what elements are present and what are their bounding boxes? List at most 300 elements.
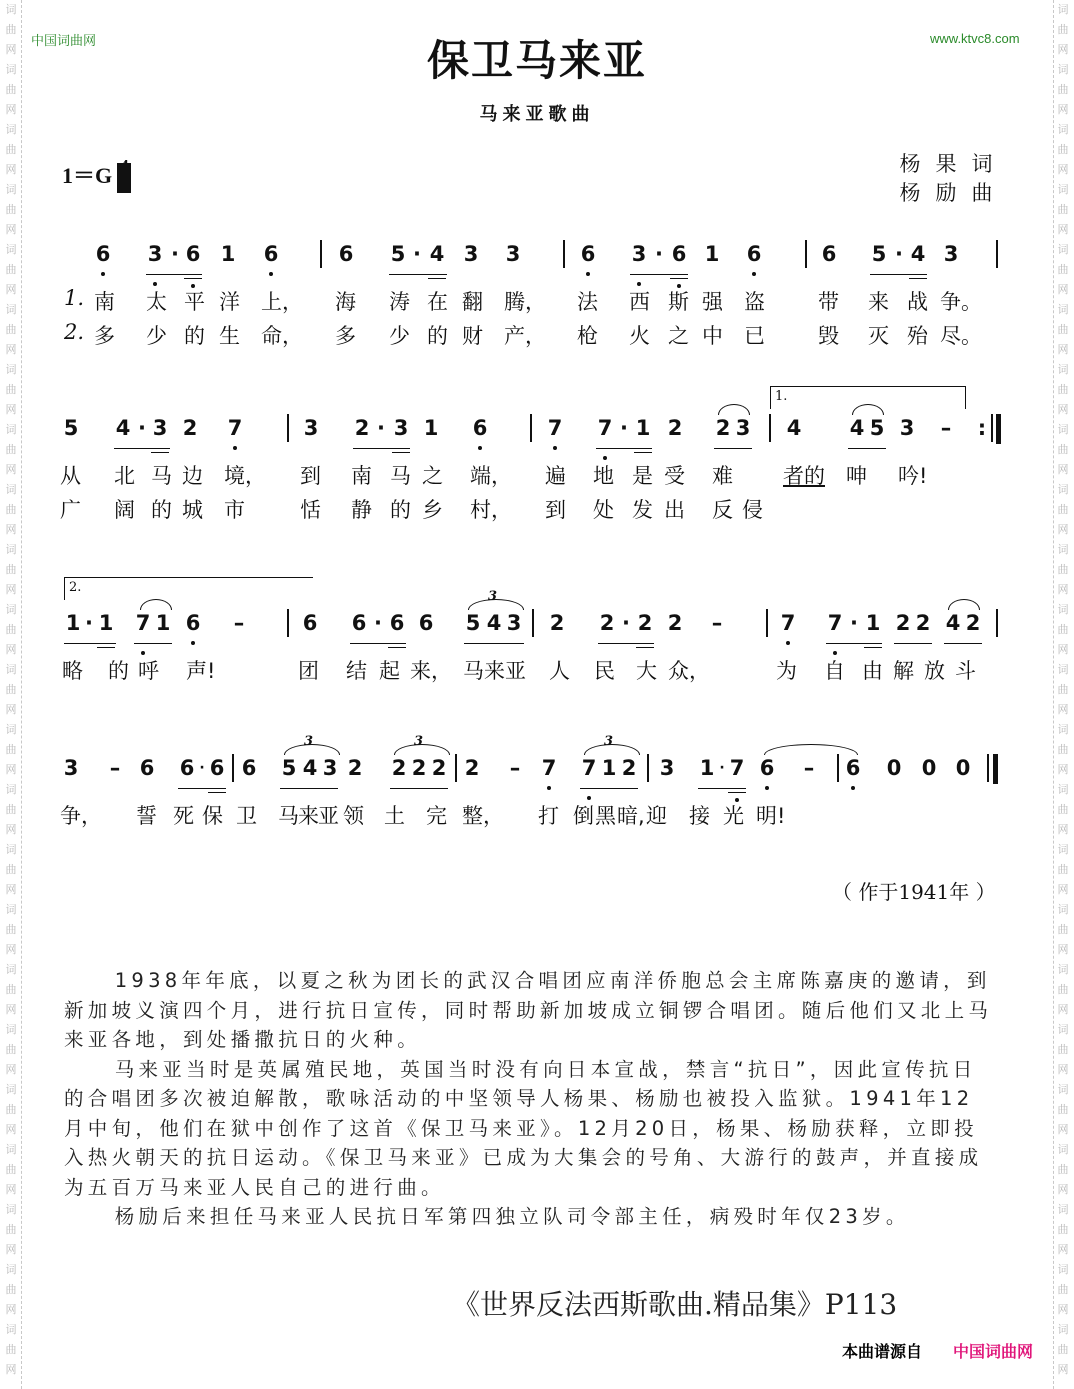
lyric: 光 — [723, 804, 744, 828]
watermark-group — [6, 480, 17, 540]
underline — [944, 643, 982, 644]
lyric: 处 — [593, 498, 614, 522]
watermark-char: 网 — [1057, 1303, 1069, 1316]
lyric: 从 — [60, 464, 81, 488]
lyric: 的 — [184, 324, 205, 348]
key-text: 1＝G — [62, 162, 113, 188]
watermark-char: 网 — [5, 1063, 17, 1076]
lyric: 殆 — [907, 324, 928, 348]
low-octave-dot — [233, 446, 237, 450]
watermark-char: 曲 — [5, 503, 17, 516]
source-label: 本曲谱源自 — [842, 1342, 923, 1361]
watermark-group — [1058, 1140, 1069, 1200]
barline — [987, 754, 989, 782]
note: 5 — [871, 242, 887, 266]
watermark-group — [6, 840, 17, 900]
dash: – — [109, 756, 121, 780]
lyric: 出 — [664, 498, 685, 522]
note: 3 — [303, 416, 319, 440]
lyric: 太 — [146, 290, 167, 314]
lyric: 西 — [629, 290, 650, 314]
verse-number: 2. — [64, 320, 85, 344]
note: 7 — [581, 756, 597, 780]
underline — [151, 452, 169, 453]
dot: · — [850, 611, 858, 635]
watermark-group — [1058, 540, 1069, 600]
watermark-char: 网 — [1057, 523, 1069, 536]
lyric: 民 — [594, 659, 615, 683]
note: 5 — [63, 416, 79, 440]
lyric: 命， — [261, 324, 303, 348]
watermark-char: 曲 — [5, 923, 17, 936]
barline — [647, 754, 649, 782]
barline — [530, 414, 532, 442]
watermark-char: 曲 — [5, 23, 17, 36]
note: 6 — [95, 242, 111, 266]
note: 2 — [431, 756, 447, 780]
note: 6 — [746, 242, 762, 266]
lyric: 的 — [427, 324, 448, 348]
story-paragraph: 马来亚当时是英属殖民地，英国当时没有向日本宣战，禁言“抗日”，因此宣传抗日的合唱团多次被迫解散，歌咏活动的中坚领导人杨果、杨励也被投入监狱。1941年12月中旬，他们在狱中创作了这首《保卫马来亚》。12月20日，杨果、杨励获释，立即投入热火朝天的抗日运动。《保卫马来亚》已成为大集会的号角、大游行的鼓声，并直接成为五百万马来亚人民自己的进行曲。 — [64, 1057, 983, 1199]
watermark-char: 曲 — [1057, 263, 1069, 276]
barline — [769, 414, 771, 442]
note: 3 — [147, 242, 163, 266]
note: 3 — [393, 416, 409, 440]
watermark-char: 网 — [1057, 883, 1069, 896]
watermark-group — [1058, 180, 1069, 240]
watermark-char: 词 — [1057, 1203, 1069, 1216]
dot: · — [377, 416, 385, 440]
watermark-char: 曲 — [5, 563, 17, 576]
story-paragraph: 1938年年底，以夏之秋为团长的武汉合唱团应南洋侨胞总会主席陈嘉庚的邀请，到新加坡义演四个月，进行抗日宣传，同时帮助新加坡成立铜锣合唱团。随后他们又北上马来亚各地，到处播撒抗日的火种。 — [64, 969, 993, 1051]
note: 5 — [869, 416, 885, 440]
note: 2 — [667, 416, 683, 440]
watermark-char: 曲 — [5, 1343, 17, 1356]
lyric: 火 — [629, 324, 650, 348]
barline — [287, 609, 289, 637]
watermark-group — [6, 120, 17, 180]
story-paragraph: 杨励后来担任马来亚人民抗日军第四独立队司令部主任，病殁时年仅23岁。 — [114, 1205, 910, 1228]
lyric: 之 — [422, 464, 443, 488]
lyric: 中 — [702, 324, 723, 348]
watermark-char: 网 — [5, 343, 17, 356]
underline — [630, 274, 688, 275]
note: 3 — [943, 242, 959, 266]
lyric: 已 — [744, 324, 765, 348]
dash: – — [509, 756, 521, 780]
lyric: 争。 — [940, 290, 982, 314]
underline — [596, 448, 652, 449]
watermark-group — [6, 900, 17, 960]
note: 2 — [411, 756, 427, 780]
watermark-char: 网 — [1057, 643, 1069, 656]
score-line-1 — [58, 236, 1008, 354]
lyric: 侵 — [742, 498, 763, 522]
lyric: 自 — [824, 659, 845, 683]
source-site-link[interactable]: 中国词曲网 — [953, 1342, 1034, 1361]
watermark-char: 词 — [1057, 723, 1069, 736]
low-octave-dot — [786, 641, 790, 645]
watermark-char: 曲 — [5, 143, 17, 156]
lyricist-credit — [892, 150, 1000, 179]
watermark-char: 网 — [1057, 223, 1069, 236]
watermark-group — [1058, 1320, 1069, 1380]
watermark-char: 曲 — [1057, 1103, 1069, 1116]
underline — [389, 274, 447, 275]
low-octave-dot — [553, 446, 557, 450]
notes-row — [58, 236, 1008, 276]
lyric: 保 — [202, 804, 223, 828]
watermark-char: 网 — [1057, 763, 1069, 776]
song-title: 保卫马来亚 — [426, 36, 647, 85]
lyric: 南 — [94, 290, 115, 314]
dot: · — [895, 242, 903, 266]
underline — [636, 647, 654, 648]
time-sig-bar — [117, 163, 131, 193]
lyric: 恬 — [300, 498, 321, 522]
watermark-char: 词 — [1057, 423, 1069, 436]
lyric: 在 — [427, 290, 448, 314]
watermark-char: 网 — [1057, 343, 1069, 356]
watermark-char: 网 — [1057, 1123, 1069, 1136]
watermark-group — [1058, 960, 1069, 1020]
low-octave-dot — [101, 272, 105, 276]
watermark-char: 词 — [1057, 3, 1069, 16]
underline — [714, 448, 752, 449]
watermark-char: 网 — [5, 643, 17, 656]
watermark-char: 词 — [5, 963, 17, 976]
watermark-group — [6, 1080, 17, 1140]
underline — [388, 647, 406, 648]
lyric: 起 — [379, 659, 400, 683]
underline — [390, 788, 448, 789]
book-reference: 《世界反法西斯歌曲.精品集》P113 — [452, 1288, 898, 1321]
site-url-link[interactable]: www.ktvc8.com — [930, 31, 1020, 46]
lyric: 解 — [893, 659, 914, 683]
watermark-char: 曲 — [5, 1223, 17, 1236]
lyric: 的 — [151, 498, 172, 522]
watermark-char: 网 — [1057, 103, 1069, 116]
lyric: 平 — [184, 290, 205, 314]
barline — [766, 609, 768, 637]
watermark-char: 网 — [5, 223, 17, 236]
watermark-char: 网 — [1057, 1183, 1069, 1196]
note: 2 — [182, 416, 198, 440]
watermark-group — [6, 1260, 17, 1320]
note: 4 — [849, 416, 865, 440]
lyric: 吟! — [898, 464, 928, 488]
watermark-char: 词 — [1057, 363, 1069, 376]
composer-role: 曲 — [971, 181, 993, 205]
note: 1 — [635, 416, 651, 440]
low-octave-dot — [586, 272, 590, 276]
lyric: 受 — [664, 464, 685, 488]
watermark-char: 网 — [5, 463, 17, 476]
watermark-char: 曲 — [1057, 83, 1069, 96]
lyric: 强 — [702, 290, 723, 314]
watermark-group — [1058, 420, 1069, 480]
lyric: 的 — [108, 659, 129, 683]
dot: · — [374, 611, 382, 635]
right-watermark-strip — [1052, 0, 1074, 1389]
watermark-char: 曲 — [5, 443, 17, 456]
watermark-char: 词 — [1057, 243, 1069, 256]
watermark-char: 网 — [5, 763, 17, 776]
note: 6 — [185, 242, 201, 266]
watermark-char: 词 — [5, 243, 17, 256]
composition-year-note: （ 作于1941年 ） — [832, 880, 996, 904]
lyric: 结 — [346, 659, 367, 683]
lyric: 战 — [907, 290, 928, 314]
lyric: 村， — [470, 498, 512, 522]
lyrics-verse-1 — [58, 800, 1008, 834]
low-octave-dot — [765, 786, 769, 790]
watermark-char: 词 — [1057, 783, 1069, 796]
note: 3 — [631, 242, 647, 266]
underline — [146, 274, 202, 275]
key-signature — [62, 158, 129, 190]
watermark-group — [6, 1140, 17, 1200]
lyric: 声! — [186, 659, 216, 683]
score-line-2 — [58, 389, 1008, 528]
barline — [837, 754, 839, 782]
watermark-char: 曲 — [5, 383, 17, 396]
watermark-group — [1058, 300, 1069, 360]
underline — [728, 792, 746, 793]
note: 2 — [965, 611, 981, 635]
note: 1 — [699, 756, 715, 780]
watermark-char: 词 — [5, 303, 17, 316]
watermark-group — [1058, 1200, 1069, 1260]
lyric: 誓 — [136, 804, 157, 828]
note: 6 — [139, 756, 155, 780]
lyric: 打 — [538, 804, 559, 828]
note: 3 — [659, 756, 675, 780]
watermark-char: 曲 — [1057, 623, 1069, 636]
note: 2 — [391, 756, 407, 780]
dot: · — [171, 242, 179, 266]
underline — [178, 788, 226, 789]
lyrics-verse-2 — [58, 320, 1008, 354]
lyric: 静 — [351, 498, 372, 522]
lyrics-verse-2 — [58, 494, 1008, 528]
note: 6 — [389, 611, 405, 635]
watermark-char: 网 — [5, 1303, 17, 1316]
lyric: 争， — [60, 804, 102, 828]
watermark-group — [6, 360, 17, 420]
triplet-marker: 3 — [488, 589, 498, 604]
watermark-group — [6, 960, 17, 1020]
note: 7 — [827, 611, 843, 635]
note: 2 — [637, 611, 653, 635]
lyric: 翻 — [462, 290, 483, 314]
note: 5 — [281, 756, 297, 780]
watermark-char: 曲 — [5, 1103, 17, 1116]
lyric: 遍 — [545, 464, 566, 488]
lyric: 到 — [545, 498, 566, 522]
rest: 0 — [955, 756, 971, 780]
watermark-char: 词 — [5, 423, 17, 436]
song-subtitle: 马来亚歌曲 — [479, 104, 595, 125]
note: 6 — [302, 611, 318, 635]
watermark-char: 网 — [1057, 583, 1069, 596]
watermark-char: 网 — [1057, 283, 1069, 296]
lyric: 反 — [712, 498, 733, 522]
watermark-group — [1058, 1260, 1069, 1320]
dot: · — [199, 760, 205, 776]
note: 7 — [597, 416, 613, 440]
verse-number: 1. — [64, 286, 85, 310]
note: 7 — [227, 416, 243, 440]
note: 4 — [486, 611, 502, 635]
notes-row — [58, 734, 1008, 790]
lyric: 来 — [868, 290, 889, 314]
lyric: 枪 — [577, 324, 598, 348]
dash: – — [940, 416, 952, 440]
watermark-char: 词 — [1057, 303, 1069, 316]
watermark-char: 网 — [1057, 823, 1069, 836]
watermark-char: 曲 — [1057, 683, 1069, 696]
underline — [428, 278, 446, 279]
low-octave-dot — [478, 446, 482, 450]
lyric: 呻 — [846, 464, 867, 488]
watermark-char: 网 — [1057, 43, 1069, 56]
watermark-char: 网 — [1057, 1363, 1069, 1376]
dot: · — [655, 242, 663, 266]
watermark-char: 曲 — [1057, 983, 1069, 996]
underline — [353, 448, 410, 449]
lyric: 市 — [224, 498, 245, 522]
note: 2 — [347, 756, 363, 780]
watermark-char: 词 — [1057, 843, 1069, 856]
watermark-char: 网 — [5, 703, 17, 716]
lyrics-verse-1 — [58, 655, 1008, 689]
watermark-group — [6, 1320, 17, 1380]
low-octave-dot — [547, 786, 551, 790]
note: 6 — [671, 242, 687, 266]
underline — [392, 452, 410, 453]
note: 4 — [945, 611, 961, 635]
watermark-char: 网 — [5, 1243, 17, 1256]
lyric: 放 — [924, 659, 945, 683]
lyric: 完 — [426, 804, 447, 828]
composer-credit — [892, 179, 1000, 208]
underline — [134, 643, 172, 644]
triplet-marker: 3 — [414, 734, 424, 749]
lyric: 黑 — [595, 804, 616, 828]
lyric: 广 — [60, 498, 81, 522]
lyric: 带 — [818, 290, 839, 314]
dash: – — [803, 756, 815, 780]
watermark-char: 网 — [5, 1123, 17, 1136]
watermark-group — [6, 780, 17, 840]
watermark-group — [6, 300, 17, 360]
watermark-char: 曲 — [5, 803, 17, 816]
underline — [580, 788, 638, 789]
lyric: 端， — [470, 464, 512, 488]
lyric: 由 — [862, 659, 883, 683]
lyric: 暗, — [617, 804, 645, 828]
barline — [320, 240, 322, 268]
barline — [996, 609, 998, 637]
note: 1 — [865, 611, 881, 635]
watermark-char: 曲 — [5, 1163, 17, 1176]
background-story — [64, 966, 994, 1232]
watermark-char: 词 — [5, 843, 17, 856]
watermark-char: 网 — [5, 583, 17, 596]
composer-surname: 杨 — [899, 181, 921, 205]
lyric: 南 — [351, 464, 372, 488]
underline — [114, 448, 170, 449]
lyric: 财 — [462, 324, 483, 348]
watermark-group — [6, 420, 17, 480]
note: 7 — [780, 611, 796, 635]
underline — [598, 643, 654, 644]
watermark-group — [6, 720, 17, 780]
watermark-char: 词 — [1057, 663, 1069, 676]
watermark-group — [1058, 480, 1069, 540]
slur — [718, 404, 750, 415]
score-line-4 — [58, 734, 1008, 834]
lyric: 者的 — [783, 464, 825, 488]
slur — [140, 599, 172, 610]
site-name-link[interactable]: 中国词曲网 — [31, 34, 97, 49]
underline — [909, 278, 927, 279]
underline — [64, 643, 116, 644]
watermark-char: 曲 — [1057, 203, 1069, 216]
triplet-marker: 3 — [304, 734, 314, 749]
watermark-char: 词 — [5, 1083, 17, 1096]
composer-given: 励 — [935, 181, 957, 205]
note: 6 — [351, 611, 367, 635]
watermark-char: 网 — [1057, 703, 1069, 716]
lyric: 边 — [182, 464, 203, 488]
notes-row — [58, 410, 1008, 450]
watermark-char: 词 — [1057, 903, 1069, 916]
dot: · — [719, 760, 725, 776]
watermark-char: 网 — [5, 1003, 17, 1016]
note: 1 — [704, 242, 720, 266]
watermark-char: 词 — [1057, 1263, 1069, 1276]
lyric: 灭 — [868, 324, 889, 348]
lyric: 尽。 — [940, 324, 982, 348]
underline — [826, 643, 882, 644]
rest: 0 — [921, 756, 937, 780]
watermark-group — [6, 540, 17, 600]
lyric: 海 — [335, 290, 356, 314]
lyric: 产， — [504, 324, 546, 348]
left-watermark-strip — [0, 0, 22, 1389]
watermark-char: 词 — [1057, 183, 1069, 196]
underline — [208, 792, 226, 793]
watermark-char: 词 — [1057, 603, 1069, 616]
lyric: 马 — [390, 464, 411, 488]
watermark-char: 曲 — [5, 83, 17, 96]
underline — [280, 788, 338, 789]
dash: – — [233, 611, 245, 635]
watermark-char: 曲 — [5, 1283, 17, 1296]
watermark-char: 网 — [5, 43, 17, 56]
watermark-char: 词 — [5, 1203, 17, 1216]
lyric: 城 — [182, 498, 203, 522]
lyric: 难 — [712, 464, 733, 488]
lyric: 乡 — [422, 498, 443, 522]
lyric: 卫 — [236, 804, 257, 828]
lyric: 多 — [335, 324, 356, 348]
watermark-char: 曲 — [1057, 803, 1069, 816]
watermark-char: 词 — [5, 663, 17, 676]
lyric: 马 — [151, 464, 172, 488]
